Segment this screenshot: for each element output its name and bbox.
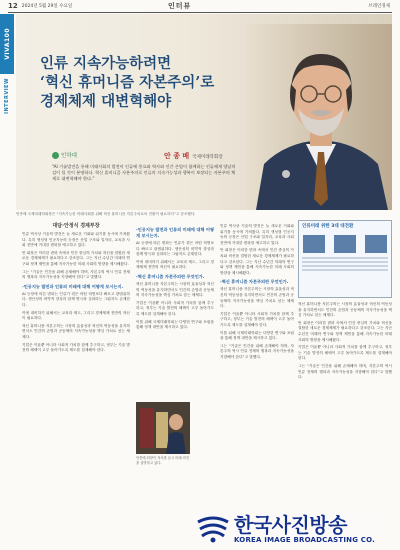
- infographic-images: [299, 235, 391, 253]
- org-logo: [52, 151, 77, 159]
- body-col2-p2: 이에 대비하기 위해서는 교육과 제도, 그리고 경제체제 전반의 혁신이 필요하다.: [136, 259, 214, 270]
- infographic-image-1: [303, 235, 325, 253]
- byline-name: 안 종 배: [164, 152, 190, 160]
- photo-caption: 안종배 국제미래학회장은 “지속가능한 미래사회를 위해 혁신 휴머니즘 자본주의로의 전환이 필요하다”고 강조했다.: [16, 212, 196, 216]
- org-logo-icon: [52, 152, 59, 159]
- body-col3-p3: 혁신 휴머니즘 자본주의는 시장의 효율성과 혁신의 역동성을 유지하면서도 인간의 존엄과 공동체의 지속가능성을 핵심 가치로 삼는 체제다.: [220, 287, 294, 309]
- byline-role: 국제미래학회장: [192, 155, 223, 160]
- book-photo: [136, 402, 190, 454]
- interview-credit: 대담·안정식 경제부장: [52, 223, 100, 229]
- page-header: [0, 0, 400, 12]
- body-col1-p3: 그는 “기술은 인간을 위해 존재해야 하며, 자본주의 역시 인류 전체의 행복과 지속가능성을 지향해야 한다”고 말했다.: [22, 269, 130, 280]
- infographic-text-lines: [302, 257, 388, 271]
- body-col3-p5: 이를 위해 국제미래학회는 다양한 연구와 포럼을 통해 정책 대안을 제시하고 있다.: [220, 330, 294, 341]
- infographic-image-2: [334, 235, 356, 253]
- brand-names: [234, 512, 375, 544]
- infographic-title: 인류미래 위한 3대 대전환: [302, 224, 354, 229]
- brand-mark-icon: [196, 514, 230, 544]
- header-rule: [8, 12, 392, 13]
- headline-line-1: 인류 지속가능하려면: [40, 55, 172, 72]
- paper-name: 브레인경제: [368, 4, 390, 9]
- byline: [164, 151, 223, 161]
- brand-english: KOREA IMAGE BROADCASTING CO.: [234, 535, 375, 544]
- portrait-photo: [246, 24, 392, 210]
- body-col1-p4: AI 등장에 따른 변화는 인류가 겪은 어떤 혁명보다 빠르고 광범위하다. 생산성의 비약적 향상과 함께 양극화 심화라는 그림자도 존재한다.: [22, 291, 130, 307]
- infographic-box: [298, 220, 392, 298]
- side-tab-primary: VIVA100: [3, 28, 11, 60]
- question-2b: -혁신 휴머니즘 자본주의란 무엇인가.: [220, 279, 289, 285]
- body-col4-p1: 혁신 휴머니즘 자본주의는 시장의 효율성과 혁신의 역동성을 유지하면서도 인간의 존엄과 공동체의 지속가능성을 핵심 가치로 삼는 체제다.: [298, 302, 392, 318]
- brand-korean: 한국사진방송: [234, 512, 347, 537]
- body-col4-p2: 안 회장은 이러한 변화 속에서 인간 중심의 가치와 혁신을 결합한 새로운 경제체제가 필요하다고 강조한다. 그는 지난 수년간 미래학 연구와 정책 제언을 통해 지속가능한 미래 사회의 방향을 제시해왔다.: [298, 320, 392, 342]
- question-2: -혁신 휴머니즘 자본주의란 무엇인가.: [136, 273, 205, 279]
- body-col4-p3: 기업은 이윤뿐 아니라 사회적 가치를 함께 추구하고, 정부는 기술 발전의 혜택이 고루 돌아가도록 제도를 설계해야 한다.: [298, 345, 392, 361]
- side-tab-box: [0, 14, 14, 74]
- body-col1-p6: 혁신 휴머니즘 자본주의는 시장의 효율성과 혁신의 역동성을 유지하면서도 인간의 존엄과 공동체의 지속가능성을 핵심 가치로 삼는 체제다.: [22, 323, 130, 339]
- body-column-2: [136, 224, 214, 398]
- org-logo-text: 인하대: [61, 153, 77, 159]
- lead-paragraph: “AI 기술발전을 통해 미래사회의 발전이 인류에 풍요와 역사와 인간 존엄이 함께하는 인류에게 양날의 검이 될 것이 분명하다. 혁신 휴머니즘 자본주의로 인류의 지속가능성과 행복이 보장되는 자본주의 체제로 대변혁해야 한다.”: [52, 164, 236, 181]
- infographic-image-3: [365, 235, 387, 253]
- body-col3-p2: 안 회장은 이러한 변화 속에서 인간 중심의 가치와 혁신을 결합한 새로운 경제체제가 필요하다고 강조한다. 그는 지난 수년간 미래학 연구와 정책 제언을 통해 지속가능한 미래 사회의 방향을 제시해왔다.: [220, 248, 294, 275]
- question-1: -인공지능 발전과 인류의 미래에 대해 어떻게 보시는지.: [22, 283, 124, 289]
- page-number: 12: [8, 2, 18, 10]
- issue-date: 2024년 5월 29일 수요일: [21, 4, 73, 9]
- question-1b: -인공지능 발전과 인류의 미래에 대해 어떻게 보시는지.: [136, 227, 214, 238]
- body-column-1: [22, 232, 130, 512]
- body-col2-p3: 혁신 휴머니즘 자본주의는 시장의 효율성과 혁신의 역동성을 유지하면서도 인간의 존엄과 공동체의 지속가능성을 핵심 가치로 삼는 체제다.: [136, 281, 214, 298]
- body-col3-p1: 인류 역사상 기술의 발전은 늘 새로운 기회와 위기를 동시에 가져왔다. 특히 생성형 인공지능의 등장은 산업 구조와 일자리, 교육과 사회 전반에 거대한 변화를 예고하고 있다.: [220, 224, 294, 245]
- headline-line-2: ‘혁신 휴머니즘 자본주의’로: [40, 74, 215, 91]
- body-col1-p1: 인류 역사상 기술의 발전은 늘 새로운 기회와 위기를 동시에 가져왔다. 특히 생성형 인공지능의 등장은 산업 구조와 일자리, 교육과 사회 전반에 거대한 변화를 예고하고 있다.: [22, 232, 130, 248]
- side-tab-secondary: INTERVIEW: [4, 78, 10, 114]
- side-tab: [0, 14, 14, 112]
- hero-section: [16, 14, 392, 210]
- body-col1-p7: 기업은 이윤뿐 아니라 사회적 가치를 함께 추구하고, 정부는 기술 발전의 혜택이 고루 돌아가도록 제도를 설계해야 한다.: [22, 342, 130, 353]
- body-col2-p1: AI 등장에 따른 변화는 인류가 겪은 어떤 혁명보다 빠르고 광범위하다. 생산성의 비약적 향상과 함께 양극화 심화라는 그림자도 존재한다.: [136, 241, 214, 257]
- body-col1-p2: 안 회장은 이러한 변화 속에서 인간 중심의 가치와 혁신을 결합한 새로운 경제체제가 필요하다고 강조한다. 그는 지난 수년간 미래학 연구와 정책 제언을 통해 지속가능한 미래 사회의 방향을 제시해왔다.: [22, 250, 130, 266]
- section-title: 인터뷰: [168, 2, 192, 10]
- body-col2-p5: 이를 위해 국제미래학회는 다양한 연구와 포럼을 통해 정책 대안을 제시하고 있다.: [136, 319, 214, 330]
- headline: [40, 54, 214, 111]
- body-col4-p4: 그는 “기술은 인간을 위해 존재해야 하며, 자본주의 역시 인류 전체의 행복과 지속가능성을 지향해야 한다”고 말했다.: [298, 363, 392, 380]
- body-col2-p4: 기업은 이윤뿐 아니라 사회적 가치를 함께 추구하고, 정부는 기술 발전의 혜택이 고루 돌아가도록 제도를 설계해야 한다.: [136, 300, 214, 316]
- body-col3-p4: 기업은 이윤뿐 아니라 사회적 가치를 함께 추구하고, 정부는 기술 발전의 혜택이 고루 돌아가도록 제도를 설계해야 한다.: [220, 311, 294, 327]
- body-column-3: [220, 224, 294, 514]
- body-column-4: [298, 302, 392, 514]
- watermark-logo: [196, 512, 392, 546]
- headline-line-3: 경제체제 대변혁해야: [40, 93, 172, 110]
- body-col1-p5: 이에 대비하기 위해서는 교육과 제도, 그리고 경제체제 전반의 혁신이 필요하다.: [22, 310, 130, 321]
- book-photo-caption: 안종배 회장이 저서를 들고 미래 비전을 설명하고 있다.: [136, 456, 190, 465]
- body-col3-p6: 그는 “기술은 인간을 위해 존재해야 하며, 자본주의 역시 인류 전체의 행복과 지속가능성을 지향해야 한다”고 말했다.: [220, 343, 294, 359]
